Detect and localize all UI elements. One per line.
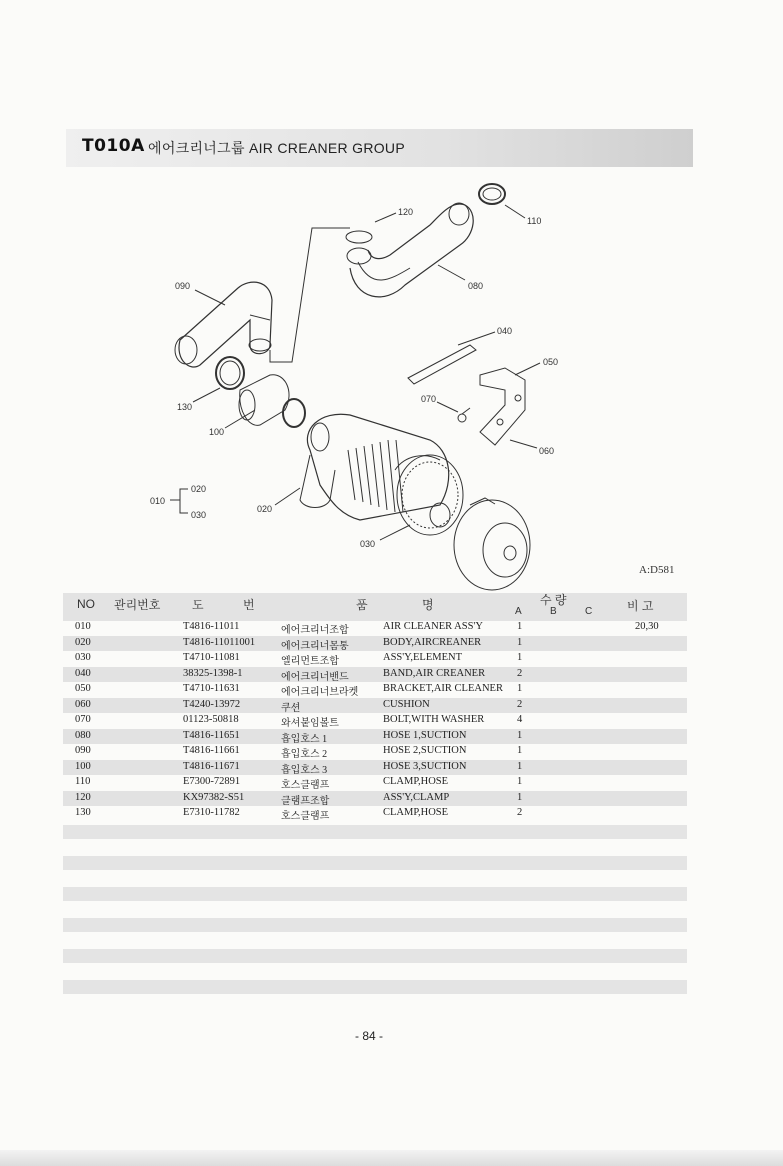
cell-en: CUSHION: [383, 698, 430, 710]
cell-no: 030: [75, 652, 91, 663]
header-quantity: 수 량: [540, 593, 567, 607]
callout-030: 030: [360, 539, 376, 549]
cell-kr: 에어크리너몸통: [281, 640, 349, 652]
cell-kr: 흡입호스 2: [281, 749, 328, 760]
cell-no: 040: [75, 667, 91, 679]
cell-no: 050: [75, 683, 91, 694]
callout-070: 070: [421, 394, 437, 404]
callout-130: 130: [177, 402, 193, 412]
cell-kr: 호스클램프: [281, 811, 330, 822]
cell-en: BRACKET,AIR CLEANER: [383, 683, 503, 694]
empty-row: [63, 887, 687, 901]
callout-110: 110: [527, 216, 542, 226]
header-no: NO: [77, 597, 95, 611]
cell-no: 070: [75, 714, 91, 725]
cell-drawing: KX97382-S51: [183, 791, 245, 803]
callout-080: 080: [468, 281, 484, 291]
cell-kr: 에어크리너밴드: [281, 671, 349, 683]
cell-en: CLAMP,HOSE: [383, 776, 449, 787]
cell-en: ASS'Y,ELEMENT: [383, 652, 462, 663]
cell-no: 010: [75, 621, 91, 632]
cell-drawing: 38325-1398-1: [183, 667, 243, 679]
cell-en: CLAMP,HOSE: [383, 807, 449, 818]
cell-qty: 1: [517, 760, 523, 772]
cell-qty: 2: [517, 698, 523, 710]
cell-en: BOLT,WITH WASHER: [383, 714, 485, 725]
callout-120: 120: [398, 207, 414, 217]
cell-no: 120: [75, 791, 91, 803]
cell-drawing: T4710-11081: [183, 652, 240, 663]
table-row: [63, 636, 687, 652]
cell-drawing: T4816-11671: [183, 760, 240, 772]
cell-kr: 에어크리너브라켓: [281, 687, 359, 698]
table-row: [63, 775, 687, 791]
header-mgmt-number: 관리번호: [114, 598, 161, 612]
cell-drawing: E7310-11782: [183, 807, 240, 818]
header-name-1: 품: [356, 598, 368, 612]
cell-no: 130: [75, 807, 91, 818]
callout-050: 050: [543, 357, 559, 367]
table-row: [63, 713, 687, 729]
page-number: - 84 -: [355, 1029, 384, 1043]
cell-qty: 1: [517, 636, 523, 648]
table-row: [63, 806, 687, 822]
header-remarks: 비 고: [627, 599, 654, 613]
callout-030-sub: 030: [191, 510, 207, 520]
cell-kr: 흡입호스 1: [281, 733, 328, 745]
cell-qty: 4: [517, 714, 523, 725]
cell-en: AIR CLEANER ASS'Y: [383, 621, 483, 632]
cell-no: 100: [75, 760, 91, 772]
cell-drawing: T4710-11631: [183, 683, 240, 694]
header-qty-b: B: [550, 606, 557, 617]
callout-090: 090: [175, 281, 191, 291]
header-name-2: 명: [422, 598, 434, 612]
table-row: [63, 729, 687, 745]
cell-no: 080: [75, 729, 91, 741]
table-row: [63, 620, 687, 636]
header-qty-c: C: [585, 606, 593, 617]
header-drawing-1: 도: [192, 598, 204, 612]
callout-100: 100: [209, 427, 225, 437]
cell-qty: 1: [517, 791, 523, 803]
cell-kr: 클램프조합: [281, 795, 330, 807]
cell-kr: 와셔붙임볼트: [281, 718, 339, 729]
cell-drawing: E7300-72891: [183, 776, 241, 787]
callout-010: 010: [150, 496, 166, 506]
cell-en: BODY,AIRCREANER: [383, 636, 482, 648]
cell-no: 020: [75, 636, 91, 648]
table-row: [63, 744, 687, 760]
cell-no: 060: [75, 698, 91, 710]
scan-edge: [0, 1150, 783, 1166]
table-row: [63, 667, 687, 683]
cell-drawing: T4816-11011001: [183, 636, 256, 648]
table-row: [63, 760, 687, 776]
header-drawing-2: 번: [243, 598, 255, 612]
cell-en: ASS'Y,CLAMP: [383, 791, 450, 803]
table-row: [63, 698, 687, 714]
cell-kr: 엘리먼트조합: [281, 656, 339, 667]
cell-no: 110: [75, 776, 91, 787]
cell-kr: 쿠션: [281, 702, 301, 714]
table-row: [63, 651, 687, 667]
table-row: [63, 682, 687, 698]
cell-qty: 1: [517, 776, 523, 787]
cell-kr: 호스클램프: [281, 780, 330, 791]
cell-qty: 1: [517, 683, 523, 694]
cell-qty: 1: [517, 745, 523, 756]
header-qty-a: A: [515, 606, 522, 617]
cell-remarks: 20,30: [635, 621, 659, 632]
group-title: 에어크리너그룹 AIR CREANER GROUP: [148, 140, 405, 156]
cell-en: HOSE 2,SUCTION: [383, 745, 467, 756]
empty-row: [63, 918, 687, 932]
cell-qty: 1: [517, 729, 523, 741]
callout-020: 020: [257, 504, 273, 514]
cell-qty: 1: [517, 652, 523, 663]
callout-020-sub: 020: [191, 484, 207, 494]
cell-qty: 2: [517, 807, 523, 818]
cell-no: 090: [75, 745, 91, 756]
callout-060: 060: [539, 446, 555, 456]
cell-en: HOSE 3,SUCTION: [383, 760, 467, 772]
cell-kr: 흡입호스 3: [281, 764, 328, 776]
cell-kr: 에어크리너조합: [281, 625, 349, 636]
cell-drawing: T4816-11011: [183, 621, 240, 632]
empty-row: [63, 856, 687, 870]
table-row: [63, 791, 687, 807]
group-code: T010A: [82, 136, 145, 156]
empty-row: [63, 949, 687, 963]
callout-040: 040: [497, 326, 513, 336]
cell-en: HOSE 1,SUCTION: [383, 729, 467, 741]
drawing-reference: A:D581: [639, 564, 675, 576]
cell-drawing: T4240-13972: [183, 698, 241, 710]
cell-drawing: T4816-11651: [183, 729, 240, 741]
cell-qty: 1: [517, 621, 523, 632]
empty-row: [63, 980, 687, 994]
empty-row: [63, 825, 687, 839]
cell-drawing: T4816-11661: [183, 745, 240, 756]
cell-drawing: 01123-50818: [183, 714, 239, 725]
cell-qty: 2: [517, 667, 523, 679]
cell-en: BAND,AIR CREANER: [383, 667, 486, 679]
